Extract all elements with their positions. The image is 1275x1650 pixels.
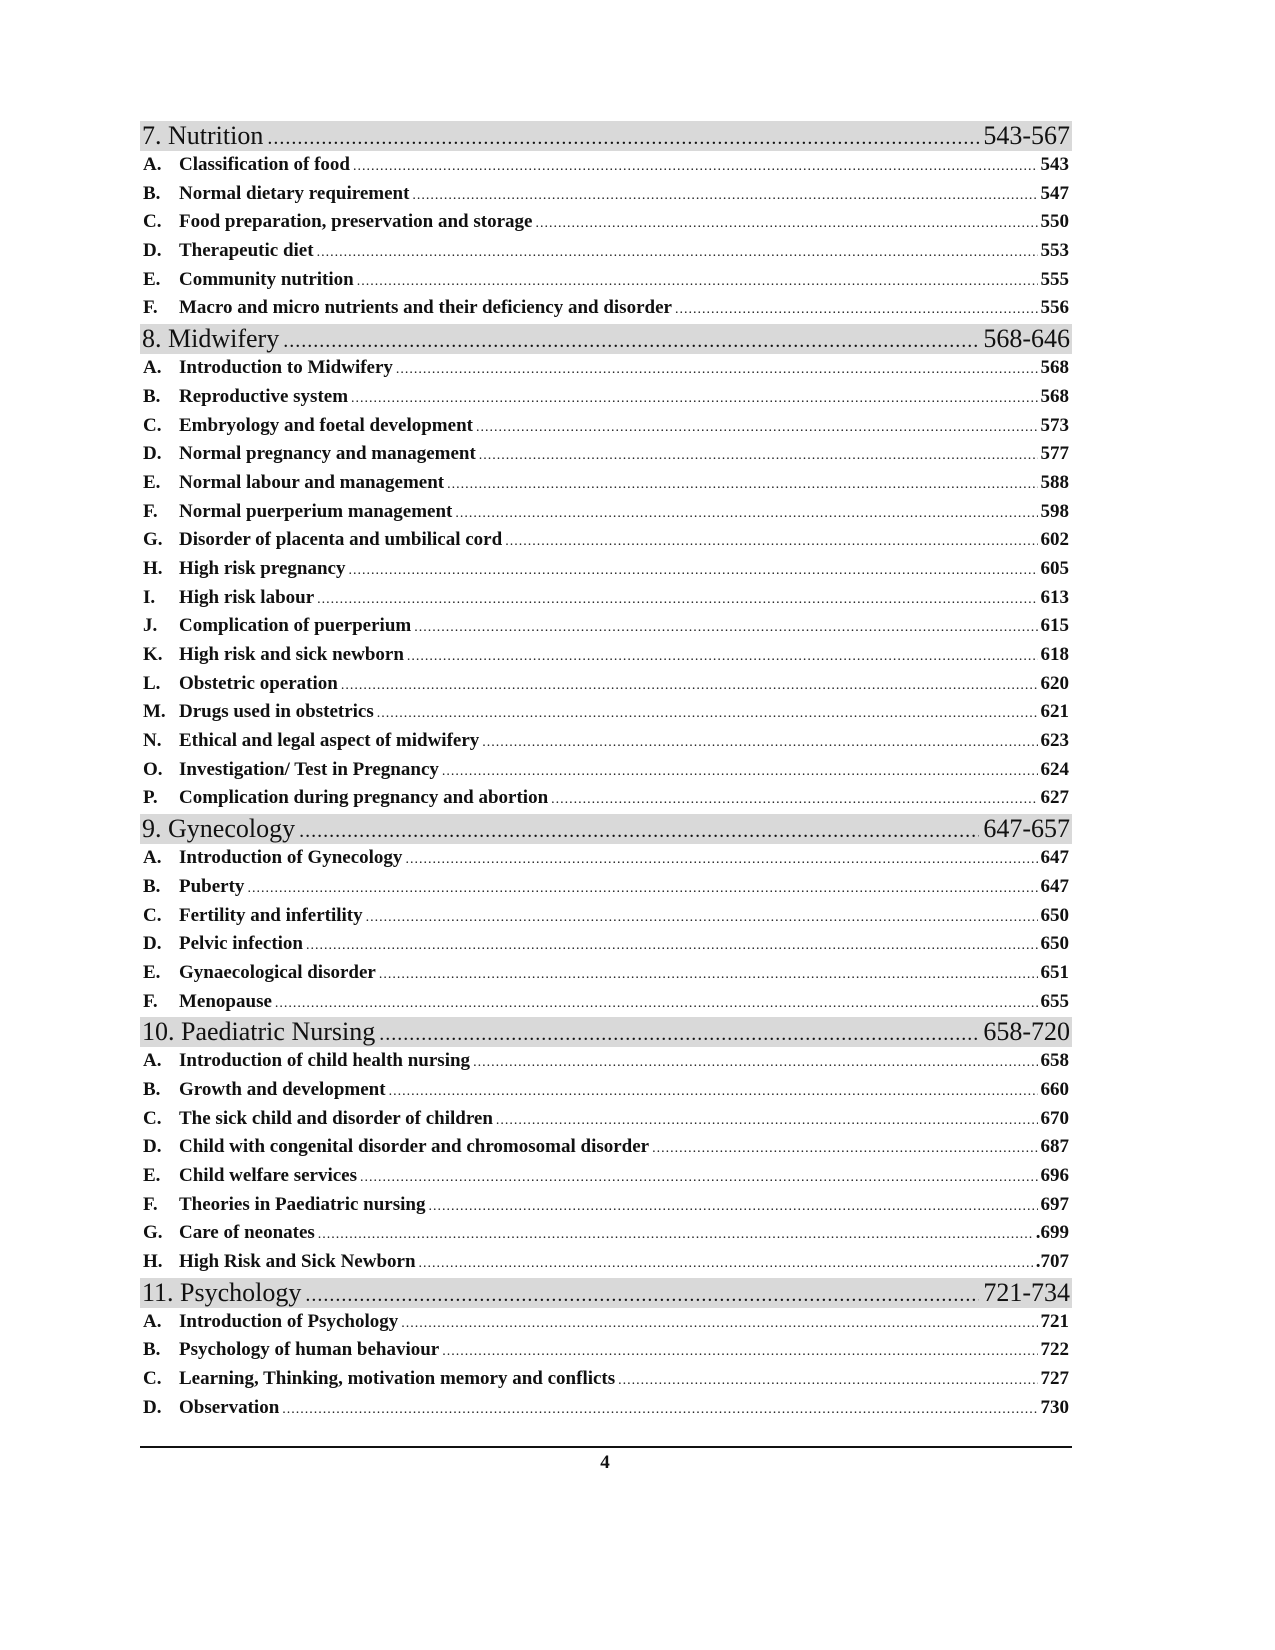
entry-letter: E. <box>143 961 161 983</box>
chapter-title: 10. Paediatric Nursing <box>142 1017 376 1047</box>
dot-leader <box>455 500 1037 529</box>
entry-letter: E. <box>143 471 161 493</box>
entry-page-number: 730 <box>1040 1396 1069 1418</box>
toc-entry <box>140 1219 1072 1248</box>
entry-title: Gynaecological disorder <box>179 961 376 983</box>
entry-letter: F. <box>143 500 158 522</box>
entry-letter: B. <box>143 1078 161 1100</box>
entry-page-number: 647 <box>1040 875 1069 897</box>
entry-letter: B. <box>143 1339 161 1361</box>
entry-title: Normal labour and management <box>179 471 445 493</box>
toc-entry <box>140 1133 1072 1162</box>
toc-entry <box>140 555 1072 584</box>
chapter-heading <box>140 1017 1072 1047</box>
toc-entry <box>140 1365 1072 1394</box>
page-number: 4 <box>600 1452 610 1473</box>
chapter-heading <box>140 1278 1072 1308</box>
dot-leader <box>282 1396 1037 1425</box>
chapter-title: 11. Psychology <box>142 1277 302 1307</box>
dot-leader <box>275 990 1038 1019</box>
toc-entry <box>140 641 1072 670</box>
dot-leader <box>283 326 979 356</box>
dot-leader <box>366 904 1038 933</box>
toc-entry <box>140 526 1072 555</box>
toc-entry <box>140 1047 1072 1076</box>
entry-letter: H. <box>143 557 163 579</box>
entry-title: Normal puerperium management <box>179 500 453 522</box>
chapter-page-range: 721-734 <box>983 1277 1070 1307</box>
entry-title: Introduction of Gynecology <box>179 847 403 869</box>
dot-leader <box>412 182 1037 211</box>
chapter-title: 7. Nutrition <box>142 121 264 150</box>
entry-letter: A. <box>143 154 162 175</box>
dot-leader <box>341 672 1038 701</box>
chapter-page-range: 647-657 <box>983 814 1070 844</box>
footer-divider <box>140 1446 1072 1448</box>
toc-entry <box>140 440 1072 469</box>
dot-leader <box>267 123 979 153</box>
entry-page-number: 550 <box>1040 211 1069 233</box>
entry-title: Disorder of placenta and umbilical cord <box>179 529 503 551</box>
dot-leader <box>652 1135 1037 1164</box>
entry-page-number: 618 <box>1040 644 1069 665</box>
entry-page-number: 660 <box>1040 1078 1069 1100</box>
toc-entry <box>140 1308 1072 1337</box>
entry-letter: M. <box>143 701 166 723</box>
entry-page-number: 543 <box>1040 154 1069 175</box>
entry-letter: F. <box>143 1193 158 1215</box>
entry-title: Theories in Paediatric nursing <box>179 1193 426 1215</box>
entry-letter: G. <box>143 1222 163 1244</box>
dot-leader <box>348 557 1037 586</box>
entry-page-number: 577 <box>1040 443 1069 465</box>
entry-letter: A. <box>143 1050 162 1072</box>
dot-leader <box>428 1193 1037 1222</box>
entry-page-number: 721 <box>1040 1310 1069 1332</box>
dot-leader <box>675 296 1038 325</box>
entry-letter: F. <box>143 990 158 1012</box>
entry-title: Pelvic infection <box>179 933 303 955</box>
dot-leader <box>447 471 1037 500</box>
dot-leader <box>496 1107 1038 1136</box>
dot-leader <box>618 1367 1037 1396</box>
toc-entry <box>140 844 1072 873</box>
dot-leader <box>479 442 1038 471</box>
entry-title: Growth and development <box>179 1078 386 1100</box>
chapter-heading <box>140 121 1072 151</box>
toc-entry <box>140 612 1072 641</box>
toc-entry <box>140 873 1072 902</box>
entry-title: Normal pregnancy and management <box>179 443 476 465</box>
dot-leader <box>401 1310 1037 1339</box>
toc-entry <box>140 988 1072 1017</box>
chapter-page-range: 568-646 <box>983 324 1070 354</box>
entry-page-number: 650 <box>1040 933 1069 955</box>
dot-leader <box>357 268 1038 297</box>
entry-page-number: 655 <box>1040 990 1069 1012</box>
toc-entry <box>140 498 1072 527</box>
dot-leader <box>414 614 1037 643</box>
entry-letter: D. <box>143 1396 162 1418</box>
entry-title: Classification of food <box>179 154 350 175</box>
toc-entry <box>140 698 1072 727</box>
entry-title: Ethical and legal aspect of midwifery <box>179 730 480 752</box>
entry-title: Introduction of child health nursing <box>179 1050 471 1072</box>
entry-title: Puberty <box>179 875 245 897</box>
entry-title: Obstetric operation <box>179 672 338 694</box>
entry-page-number: .707 <box>1035 1251 1069 1273</box>
entry-letter: C. <box>143 904 162 926</box>
entry-page-number: 573 <box>1040 414 1069 436</box>
entry-page-number: 647 <box>1040 847 1069 869</box>
entry-page-number: 727 <box>1040 1368 1069 1390</box>
entry-page-number: 556 <box>1040 297 1069 319</box>
dot-leader <box>535 210 1037 239</box>
toc-entry <box>140 237 1072 266</box>
dot-leader <box>317 586 1037 615</box>
entry-title: Introduction of Psychology <box>179 1310 399 1332</box>
chapter-page-range: 543-567 <box>983 121 1070 150</box>
toc-entry <box>140 1076 1072 1105</box>
dot-leader <box>419 1250 1033 1279</box>
chapter-title: 9. Gynecology <box>142 814 296 844</box>
entry-page-number: 687 <box>1040 1136 1069 1158</box>
dot-leader <box>442 758 1038 787</box>
toc-entry <box>140 756 1072 785</box>
entry-page-number: 547 <box>1040 182 1069 204</box>
entry-title: High Risk and Sick Newborn <box>179 1251 416 1273</box>
toc-entry <box>140 266 1072 295</box>
chapter-title: 8. Midwifery <box>142 324 280 354</box>
toc-entry <box>140 902 1072 931</box>
toc-entry <box>140 959 1072 988</box>
dot-leader <box>247 875 1037 904</box>
entry-title: Food preparation, preservation and storage <box>179 211 533 233</box>
entry-page-number: 696 <box>1040 1165 1069 1186</box>
table-of-contents <box>140 120 1072 1423</box>
dot-leader <box>482 729 1037 758</box>
entry-title: Observation <box>179 1396 280 1418</box>
dot-leader <box>379 1019 979 1049</box>
entry-letter: B. <box>143 875 161 897</box>
entry-title: Menopause <box>179 990 272 1012</box>
entry-letter: F. <box>143 297 158 319</box>
entry-page-number: 624 <box>1040 758 1069 780</box>
entry-letter: E. <box>143 268 161 290</box>
entry-title: Drugs used in obstetrics <box>179 701 374 723</box>
dot-leader <box>405 846 1037 875</box>
dot-leader <box>473 1049 1037 1078</box>
dot-leader <box>305 1280 979 1310</box>
entry-page-number: 615 <box>1040 615 1069 637</box>
dot-leader <box>299 816 979 846</box>
entry-page-number: 605 <box>1040 557 1069 579</box>
entry-page-number: 623 <box>1040 730 1069 752</box>
entry-page-number: 627 <box>1040 787 1069 809</box>
entry-letter: J. <box>143 615 158 637</box>
entry-letter: A. <box>143 847 162 869</box>
entry-letter: H. <box>143 1251 163 1273</box>
entry-letter: D. <box>143 443 162 465</box>
entry-title: Therapeutic diet <box>179 240 314 262</box>
entry-letter: G. <box>143 529 163 551</box>
entry-page-number: 650 <box>1040 904 1069 926</box>
toc-entry <box>140 584 1072 613</box>
toc-entry <box>140 354 1072 383</box>
entry-page-number: 553 <box>1040 240 1069 262</box>
entry-letter: D. <box>143 933 162 955</box>
entry-page-number: 697 <box>1040 1193 1069 1215</box>
entry-page-number: 670 <box>1040 1107 1069 1129</box>
toc-entry <box>140 294 1072 323</box>
entry-letter: N. <box>143 730 162 752</box>
entry-page-number: 620 <box>1040 672 1069 694</box>
entry-page-number: 651 <box>1040 961 1069 983</box>
dot-leader <box>351 385 1037 414</box>
toc-entry <box>140 727 1072 756</box>
dot-leader <box>551 786 1037 815</box>
entry-letter: I. <box>143 586 156 608</box>
entry-letter: B. <box>143 385 161 407</box>
toc-entry <box>140 1336 1072 1365</box>
toc-entry <box>140 670 1072 699</box>
entry-page-number: 568 <box>1040 357 1069 379</box>
entry-letter: C. <box>143 1368 162 1390</box>
entry-page-number: 621 <box>1040 701 1069 723</box>
entry-page-number: 568 <box>1040 385 1069 407</box>
toc-entry <box>140 469 1072 498</box>
toc-entry <box>140 383 1072 412</box>
entry-page-number: 602 <box>1040 529 1069 551</box>
toc-entry <box>140 1394 1072 1423</box>
entry-letter: L. <box>143 672 161 694</box>
toc-entry <box>140 784 1072 813</box>
toc-entry <box>140 1248 1072 1277</box>
dot-leader <box>379 961 1038 990</box>
dot-leader <box>442 1338 1037 1367</box>
entry-letter: A. <box>143 357 162 379</box>
entry-letter: C. <box>143 414 162 436</box>
dot-leader <box>377 700 1038 729</box>
dot-leader <box>505 528 1037 557</box>
dot-leader <box>353 153 1038 182</box>
dot-leader <box>407 643 1038 672</box>
entry-letter: D. <box>143 1136 162 1158</box>
dot-leader <box>396 356 1038 385</box>
entry-title: High risk pregnancy <box>179 557 346 579</box>
entry-title: Child with congenital disorder and chromosomal disorder <box>179 1136 650 1158</box>
entry-page-number: 555 <box>1040 268 1069 290</box>
entry-title: High risk labour <box>179 586 315 608</box>
dot-leader <box>318 1221 1033 1250</box>
entry-title: High risk and sick newborn <box>179 644 404 665</box>
toc-entry <box>140 151 1072 180</box>
dot-leader <box>317 239 1038 268</box>
entry-letter: K. <box>143 644 163 665</box>
toc-entry <box>140 1105 1072 1134</box>
entry-letter: E. <box>143 1165 161 1186</box>
toc-entry <box>140 1191 1072 1220</box>
entry-letter: B. <box>143 182 161 204</box>
entry-letter: O. <box>143 758 163 780</box>
entry-title: Complication of puerperium <box>179 615 412 637</box>
entry-page-number: 598 <box>1040 500 1069 522</box>
entry-title: Reproductive system <box>179 385 349 407</box>
entry-title: Care of neonates <box>179 1222 315 1244</box>
entry-letter: C. <box>143 1107 162 1129</box>
entry-title: Normal dietary requirement <box>179 182 410 204</box>
entry-title: Community nutrition <box>179 268 354 290</box>
entry-page-number: 588 <box>1040 471 1069 493</box>
chapter-page-range: 658-720 <box>983 1017 1070 1047</box>
entry-title: Fertility and infertility <box>179 904 363 926</box>
entry-title: Child welfare services <box>179 1165 357 1186</box>
dot-leader <box>476 414 1038 443</box>
toc-entry <box>140 412 1072 441</box>
entry-title: The sick child and disorder of children <box>179 1107 493 1129</box>
entry-page-number: 613 <box>1040 586 1069 608</box>
entry-page-number: 658 <box>1040 1050 1069 1072</box>
entry-letter: A. <box>143 1310 162 1332</box>
entry-page-number: .699 <box>1035 1222 1069 1244</box>
toc-entry <box>140 1162 1072 1191</box>
dot-leader <box>389 1078 1038 1107</box>
entry-title: Macro and micro nutrients and their deficiency and disorder <box>179 297 672 319</box>
entry-letter: P. <box>143 787 158 809</box>
entry-title: Complication during pregnancy and abortion <box>179 787 549 809</box>
entry-title: Introduction to Midwifery <box>179 357 393 379</box>
toc-entry <box>140 180 1072 209</box>
dot-leader <box>306 932 1038 961</box>
entry-title: Psychology of human behaviour <box>179 1339 440 1361</box>
toc-entry <box>140 930 1072 959</box>
entry-title: Embryology and foetal development <box>179 414 473 436</box>
entry-title: Learning, Thinking, motivation memory and conflicts <box>179 1368 616 1390</box>
entry-letter: C. <box>143 211 162 233</box>
dot-leader <box>360 1164 1038 1193</box>
entry-title: Investigation/ Test in Pregnancy <box>179 758 439 780</box>
toc-entry <box>140 208 1072 237</box>
chapter-heading <box>140 324 1072 354</box>
entry-page-number: 722 <box>1040 1339 1069 1361</box>
chapter-heading <box>140 814 1072 844</box>
entry-letter: D. <box>143 240 162 262</box>
